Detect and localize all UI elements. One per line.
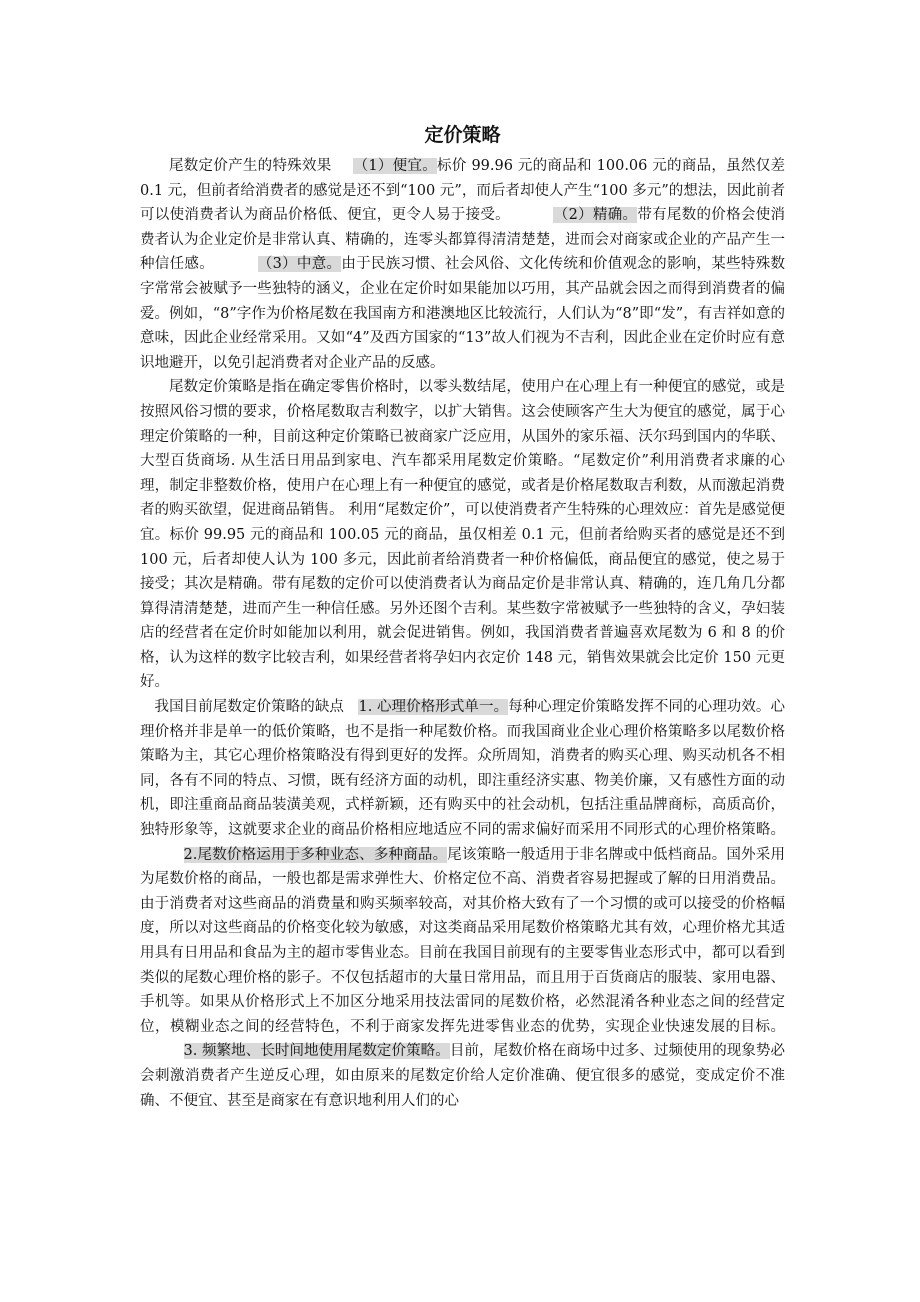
paragraph-text: 带有尾数的价格会使消费者认为企业定价是非常认真、精确的，连零头都算得清清楚楚，进而会对商家或企业的产品产生一种信任感。 xyxy=(140,207,786,273)
paragraph-text: 标价 99.96 元的商品和 100.06 元的商品，虽然仅差 0.1 元，但前者给消费者的感觉是还不到“100 元”，而后者却使人产生“100 多元”的想法，因此前者可以使消费者认为商品价格低、便宜，更令人易于接受。 xyxy=(140,158,786,224)
highlight-multiple-formats: 2.尾数价格运用于多种业态、多种商品。 xyxy=(183,846,448,863)
paragraph-strategy-definition: 尾数定价策略是指在确定零售价格时，以零头数结尾，使用户在心理上有一种便宜的感觉，或是按照风俗习惯的要求，价格尾数取吉利数字，以扩大销售。这会使顾客产生大为便宜的感觉，属于心理定价策略的一种，目前这种定价策略已被商家广泛应用，从国外的家乐福、沃尔玛到国内的华联、大型百货商场. 从生活日用品到家电、汽车都采用尾数定价策略。“尾数定价”利用消费者求廉的心理，制定非整数价格，使用户在心理上有一种便宜的感觉，或者是价格尾数取吉利数，从而激起消费者的购买欲望，促进商品销售。 利用“尾数定价”，可以使消费者产生特殊的心理效应：首先是感觉便宜。标价 99.95 元的商品和 100.05 元的商品，虽仅相差 0.1 元，但前者给购买者的感觉是还不到 100 元，后者却使人认为 100 多元，因此前者给消费者一种价格偏低，商品便宜的感觉，使之易于接受；其次是精确。带有尾数的定价可以使消费者认为商品定价是非常认真、精确的，连几角几分都算得清清楚楚，进而产生一种信任感。另外还图个吉利。某些数字常被赋予一些独特的含义，孕妇装店的经营者在定价时如能加以利用，就会促进销售。例如，我国消费者普遍喜欢尾数为 6 和 8 的价格，认为这样的数字比较吉利，如果经营者将孕妇内衣定价 148 元，销售效果就会比定价 150 元更好。 xyxy=(140,379,785,691)
paragraph-text: 目前，尾数价格在商场中过多、过频使用的现象势必会刺激消费者产生逆反心理，如由原来的尾数定价给人定价准确、便宜很多的感觉，变成定价不准确、不便宜、甚至是商家在有意识地利用人们的心 xyxy=(140,1043,786,1109)
document-page xyxy=(140,118,785,1113)
document-title: 定价策略 xyxy=(424,124,501,146)
highlight-frequent-use: 3. 频繁地、长时间地使用尾数定价策略。 xyxy=(183,1043,450,1060)
paragraph-lead: 尾数定价产生的特殊效果 xyxy=(169,158,332,174)
highlight-pleasing: （3）中意。 xyxy=(257,256,342,273)
highlight-cheap: （1）便宜。 xyxy=(353,158,438,174)
paragraph-text: 由于民族习惯、社会风俗、文化传统和价值观念的影响，某些特殊数字常常会被赋予一些独特的涵义，企业在定价时如果能加以巧用，其产品就会因之而得到消费者的偏爱。例如，“8”字作为价格尾数在我国南方和港澳地区比较流行，人们认为“8”即“发”，有吉祥如意的意味，因此企业经常采用。又如“4”及西方国家的“13”故人们视为不吉利，因此企业在定价时应有意识地避开，以免引起消费者对企业产品的反感。 xyxy=(140,256,786,371)
paragraph-lead: 我国目前尾数定价策略的缺点 xyxy=(154,699,344,716)
highlight-precise: （2）精确。 xyxy=(553,207,638,224)
paragraph-special-effects xyxy=(140,154,785,375)
paragraph-text: 尾该策略一般适用于非名牌或中低档商品。国外采用为尾数价格的商品，一般也都是需求弹性大、价格定位不高、消费者容易把握或了解的日用消费品。由于消费者对这些商品的消费量和购买频率较高，对其价格大致有了一个习惯的或可以接受的价格幅度，所以对这些商品的价格变化较为敏感，对这类商品采用尾数价格策略尤其有效，心理价格尤其适用具有日用品和食品为主的超市零售业态。目前在我国目前现有的主要零售业态形式中，都可以看到类似的尾数心理价格的影子。不仅包括超市的大量日常用品，而且用于百货商店的服装、家用电器、手机等。如果从价格形式上不加区分地采用技法雷同的尾数价格，必然混淆各种业态之间的经营定位，模糊业态之间的经营特色，不利于商家发挥先进零售业态的优势，实现企业快速发展的目标。 xyxy=(140,846,785,1035)
paragraph-shortcomings xyxy=(140,695,785,1113)
highlight-single-form: 1. 心理价格形式单一。 xyxy=(358,699,509,716)
paragraph-text: 每种心理定价策略发挥不同的心理功效。心理价格并非是单一的低价策略，也不是指一种尾数价格。而我国商业企业心理价格策略多以尾数价格策略为主，其它心理价格策略没有得到更好的发挥。众所周知，消费者的购买心理、购买动机各不相同，各有不同的特点、习惯，既有经济方面的动机，即注重经济实惠、物美价廉，又有感性方面的动机，即注重商品商品装潢美观，式样新颖，还有购买中的社会动机，包括注重品牌商标，高质高价，独特形象等，这就要求企业的商品价格相应地适应不同的需求偏好而采用不同形式的心理价格策略。 xyxy=(140,699,785,839)
